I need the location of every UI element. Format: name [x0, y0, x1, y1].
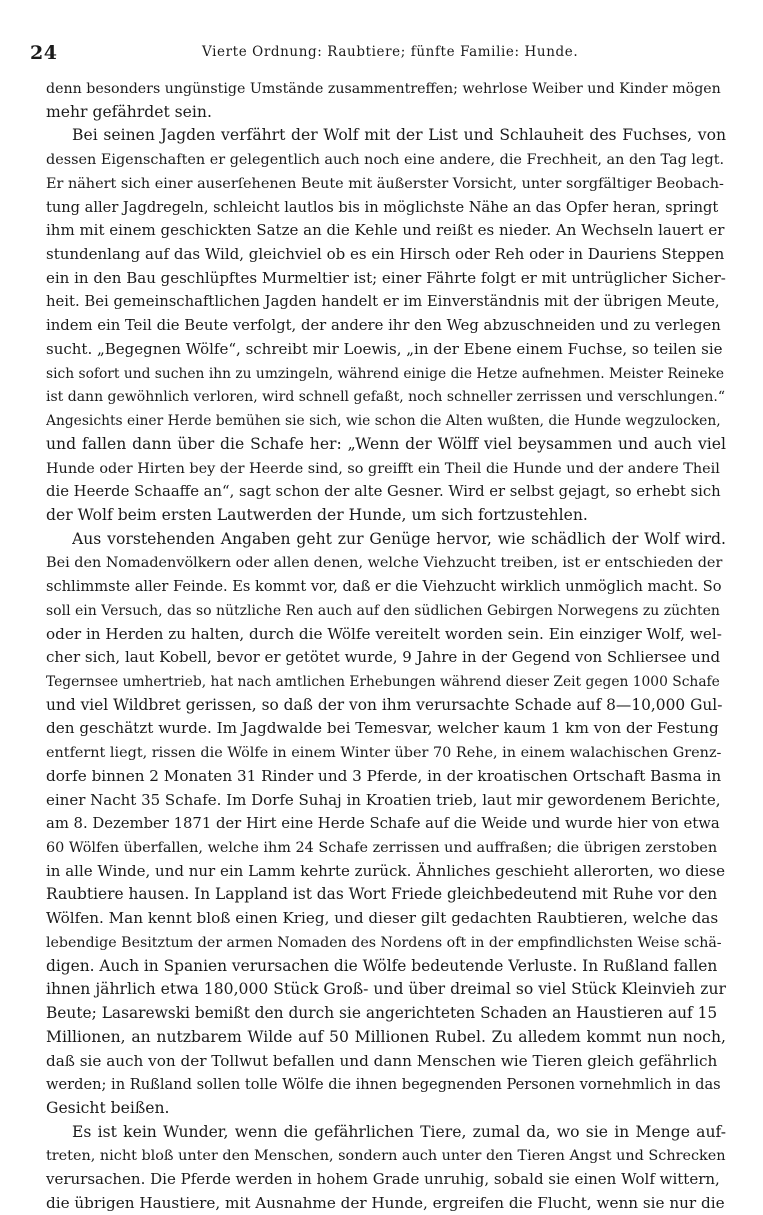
text-line: einer Nacht 35 Schafe. Im Dorfe Suhaj in Kroatien trieb, laut mir gewordenem Berichte, — [46, 790, 721, 809]
text-line: Tegernsee umhertrieb, hat nach amtlichen Erhebungen während dieser Zeit gegen 1000 Schafe — [46, 674, 720, 690]
text-line: Wölfen. Man kennt bloß einen Krieg, und dieser gilt gedachten Raubtieren, welche das — [46, 909, 719, 928]
text-line: Bei den Nomadenvölkern oder allen denen, welche Viehzucht treiben, ist er entschieden der — [46, 555, 723, 572]
text-line: die Heerde Schaaffe an“, sagt schon der alte Gesner. Wird er selbst gejagt, so erhebt sich — [46, 483, 721, 501]
text-line: der Wolf beim ersten Lautwerden der Hunde, um sich fortzustehlen. — [46, 505, 588, 524]
running-title: Vierte Ordnung: Raubtiere; fünfte Familie: Hunde. — [202, 44, 579, 60]
page-number: 24 — [30, 42, 58, 64]
text-line: stundenlang auf das Wild, gleichviel ob es ein Hirsch oder Reh oder in Dauriens Steppen — [46, 245, 725, 264]
text-line: mehr gefährdet sein. — [46, 102, 212, 121]
text-line: 60 Wölfen überfallen, welche ihm 24 Schafe zerrissen und auffraßen; die übrigen zerstoben — [46, 840, 718, 857]
text-line: Millionen, an nutzbarem Wilde auf 50 Millionen Rubel. Zu alledem kommt nun noch, — [46, 1027, 726, 1046]
text-line: ist dann gewöhnlich verloren, wird schnell gefaßt, noch schneller zerrissen und verschlungen.“ — [46, 389, 726, 406]
text-line: die übrigen Haustiere, mit Ausnahme der Hunde, ergreifen die Flucht, wenn sie nur die — [46, 1193, 725, 1212]
text-line: Er nähert sich einer auserſehenen Beute mit äußerster Vorsicht, unter sorgfältiger Beobach- — [46, 175, 724, 192]
text-line: schlimmste aller Feinde. Es kommt vor, daß er die Viehzucht wirklich unmöglich macht. So — [46, 578, 722, 596]
text-line: sucht. „Begegnen Wölfe“, schreibt mir Loewis, „in der Ebene einem Fuchse, so teilen sie — [46, 339, 723, 358]
text-line: tung aller Jagdregeln, schleicht lautlos bis in möglichste Nähe an das Opfer heran, springt — [46, 198, 719, 216]
text-line: verursachen. Die Pferde werden in hohem Grade unruhig, sobald sie einen Wolf wittern, — [46, 1170, 720, 1189]
text-line: Angesichts einer Herde bemühen sie sich, wie schon die Alten wußten, die Hunde wegzulocken, — [46, 413, 721, 430]
text-line: Es ist kein Wunder, wenn die gefährlichen Tiere, zumal da, wo sie in Menge auf- — [72, 1122, 726, 1141]
text-line: treten, nicht bloß unter den Menschen, sondern auch unter den Tieren Angst und Schrecken — [46, 1148, 726, 1165]
text-line: und fallen dann über die Schafe her: „Wenn der Wölff viel beysammen und auch viel — [46, 434, 726, 453]
text-line: Hunde oder Hirten bey der Heerde sind, so greifft ein Theil die Hunde und der andere Theil — [46, 460, 720, 477]
page-header — [30, 42, 730, 68]
text-line: Beute; Lasarewski bemißt den durch sie angerichteten Schaden an Haustieren auf 15 — [46, 1004, 718, 1023]
text-line: ein in den Bau geschlüpftes Murmeltier ist; einer Fährte folgt er mit untrüglicher Sicher- — [46, 268, 726, 287]
text-line: und viel Wildbret gerissen, so daß der von ihm verursachte Schade auf 8—10,000 Gul- — [46, 695, 723, 714]
text-line: Bei seinen Jagden verfährt der Wolf mit der List und Schlauheit des Fuchses, von — [72, 126, 726, 145]
text-line: werden; in Rußland sollen tolle Wölfe die ihnen begegnenden Personen vornehmlich in das — [46, 1076, 721, 1094]
text-line: daß sie auch von der Tollwut befallen und dann Menschen wie Tieren gleich gefährlich — [46, 1051, 718, 1070]
text-line: sich sofort und suchen ihn zu umzingeln, während einige die Hetze aufnehmen. Meister Reineke — [46, 365, 725, 382]
text-line: ihnen jährlich etwa 180,000 Stück Groß- und über dreimal so viel Stück Kleinvieh zur — [46, 980, 726, 999]
text-line: entfernt liegt, rissen die Wölfe in einem Winter über 70 Rehe, in einem walachischen Grenz- — [46, 745, 722, 762]
text-line: den geschätzt wurde. Im Jagdwalde bei Temesvar, welcher kaum 1 km von der Festung — [46, 719, 719, 738]
text-line: digen. Auch in Spanien verursachen die Wölfe bedeutende Verluste. In Rußland fallen — [46, 956, 718, 975]
text-line: Aus vorstehenden Angaben geht zur Genüge hervor, wie schädlich der Wolf wird. — [72, 529, 726, 548]
text-line: ihm mit einem geschickten Satze an die Kehle und reißt es nieder. An Wechseln lauert er — [46, 221, 725, 240]
text-line: dorfe binnen 2 Monaten 31 Rinder und 3 Pferde, in der kroatischen Ortschaft Basma in — [46, 766, 722, 785]
text-line: Gesicht beißen. — [46, 1098, 170, 1117]
text-line: cher sich, laut Kobell, bevor er getötet wurde, 9 Jahre in der Gegend von Schliersee und — [46, 648, 721, 667]
text-line: am 8. Dezember 1871 der Hirt eine Herde Schafe auf die Weide und wurde hier von etwa — [46, 815, 720, 833]
text-line: oder in Herden zu halten, durch die Wölfe vereitelt worden sein. Ein einziger Wolf, wel- — [46, 624, 722, 643]
text-line: in alle Winde, und nur ein Lamm kehrte zurück. Ähnliches geschieht allerorten, wo diese — [46, 861, 725, 880]
text-line: Raubtiere hausen. In Lappland ist das Wort Friede gleichbedeutend mit Ruhe vor den — [46, 885, 718, 904]
text-line: indem ein Teil die Beute verfolgt, der andere ihr den Weg abzuschneiden und zu verlegen — [46, 317, 721, 335]
text-line: lebendige Besitztum der armen Nomaden des Nordens oft in der empfindlichsten Weise schä- — [46, 934, 722, 951]
text-line: heit. Bei gemeinschaftlichen Jagden handelt er im Einverständnis mit der übrigen Meute, — [46, 293, 720, 311]
text-line: soll ein Versuch, das so nützliche Ren auch auf den südlichen Gebirgen Norwegens zu züchten — [46, 602, 720, 619]
text-line: dessen Eigenschaften er gelegentlich auch noch eine andere, die Frechheit, an den Tag legt. — [46, 152, 725, 169]
text-line: denn besonders ungünstige Umstände zusammentreffen; wehrlose Weiber und Kinder mögen — [46, 81, 721, 97]
